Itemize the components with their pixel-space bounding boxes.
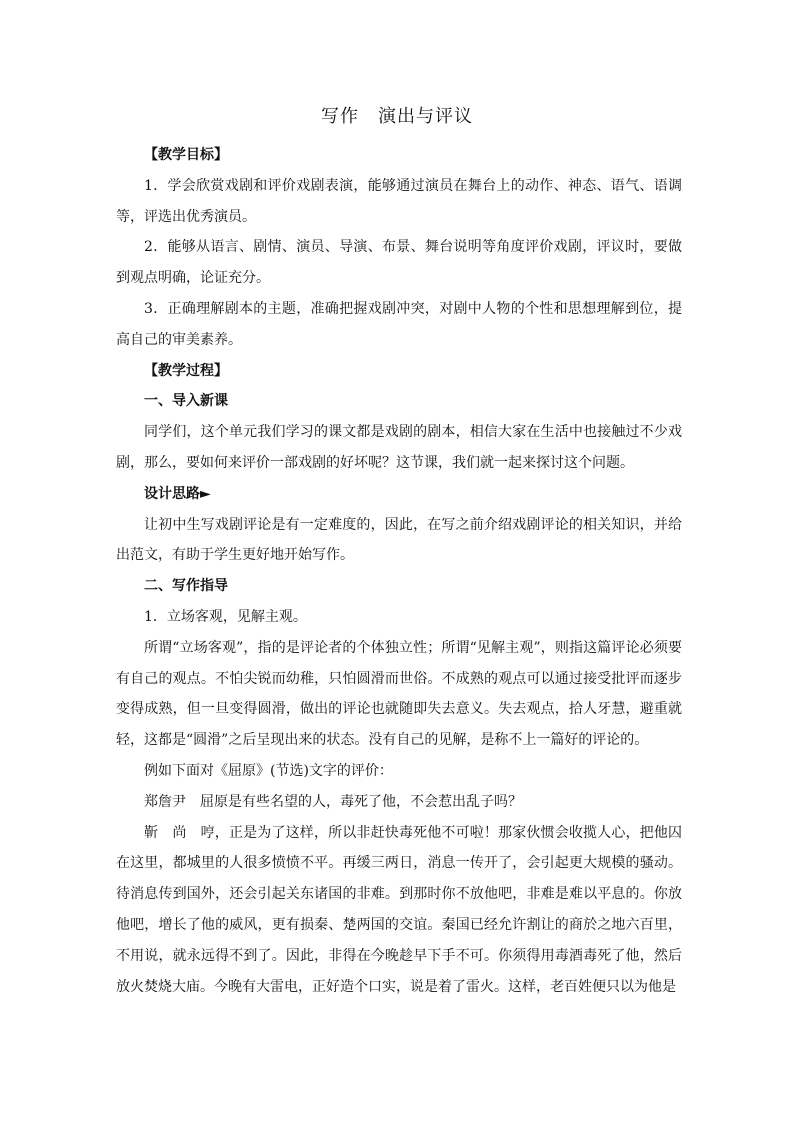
paragraph: 例如下面对《屈原》(节选)文字的评价： xyxy=(144,762,393,779)
paragraph: 让初中生写戏剧评论是有一定难度的，因此，在写之前介绍戏剧评论的相关知识，并给出范文，有助于学生更好地开始写作。 xyxy=(116,516,682,564)
paragraph: 靳 尚 哼，正是为了这样，所以非赶快毒死他不可啦！那家伙惯会收揽人心，把他囚在这里，都城里的人很多愤愤不平。再缓三两日，消息一传开了，会引起更大规模的骚动。待消息传到国外，还会引起关东诸国的非难。到那时你不放他吧，非难是难以平息的。你放他吧，增长了他的威风，更有损秦、楚两国的交谊。秦国已经允许割让的商於之地六百里，不用说，就永远得不到了。因此，非得在今晚趁早下手不可。你须得用毒酒毒死了他，然后放火焚烧大庙。今晚有大雷电，正好造个口实，说是着了雷火。这样，老百姓便只以为他是 xyxy=(116,824,682,995)
document-title: 写作 演出与评议 xyxy=(321,106,473,127)
paragraph: 1．学会欣赏戏剧和评价戏剧表演，能够通过演员在舞台上的动作、神态、语气、语调等，评选出优秀演员。 xyxy=(116,177,682,225)
paragraph: 郑詹尹 屈原是有些名望的人，毒死了他，不会惹出乱子吗？ xyxy=(144,793,522,810)
paragraph: 同学们，这个单元我们学习的课文都是戏剧的剧本，相信大家在生活中也接触过不少戏剧，那么，要如何来评价一部戏剧的好坏呢？这节课，我们就一起来探讨这个问题。 xyxy=(116,424,682,471)
section-heading: 二、写作指导 xyxy=(144,578,228,595)
document-body xyxy=(116,140,682,1002)
paragraph: 2．能够从语言、剧情、演员、导演、布景、舞台说明等角度评价戏剧，评议时，要做到观点明确，论证充分。 xyxy=(116,239,682,287)
section-heading: 一、导入新课 xyxy=(144,393,228,410)
section-heading: 设计思路► xyxy=(144,485,211,502)
paragraph: 所谓“立场客观”，指的是评论者的个体独立性；所谓“见解主观”，则指这篇评论必须要有自己的观点。不怕尖锐而幼稚，只怕圆滑而世俗。不成熟的观点可以通过接受批评而逐步变得成熟，但一旦变得圆滑，做出的评论也就随即失去意义。失去观点，拾人牙慧，避重就轻，这都是“圆滑”之后呈现出来的状态。没有自己的见解，是称不上一篇好的评论的。 xyxy=(116,639,682,749)
paragraph: 3．正确理解剧本的主题，准确把握戏剧冲突，对剧中人物的个性和思想理解到位，提高自己的审美素养。 xyxy=(116,300,682,348)
paragraph: 1．立场客观，见解主观。 xyxy=(144,608,307,625)
section-heading: 【教学目标】 xyxy=(144,147,228,163)
section-heading: 【教学过程】 xyxy=(144,362,228,379)
